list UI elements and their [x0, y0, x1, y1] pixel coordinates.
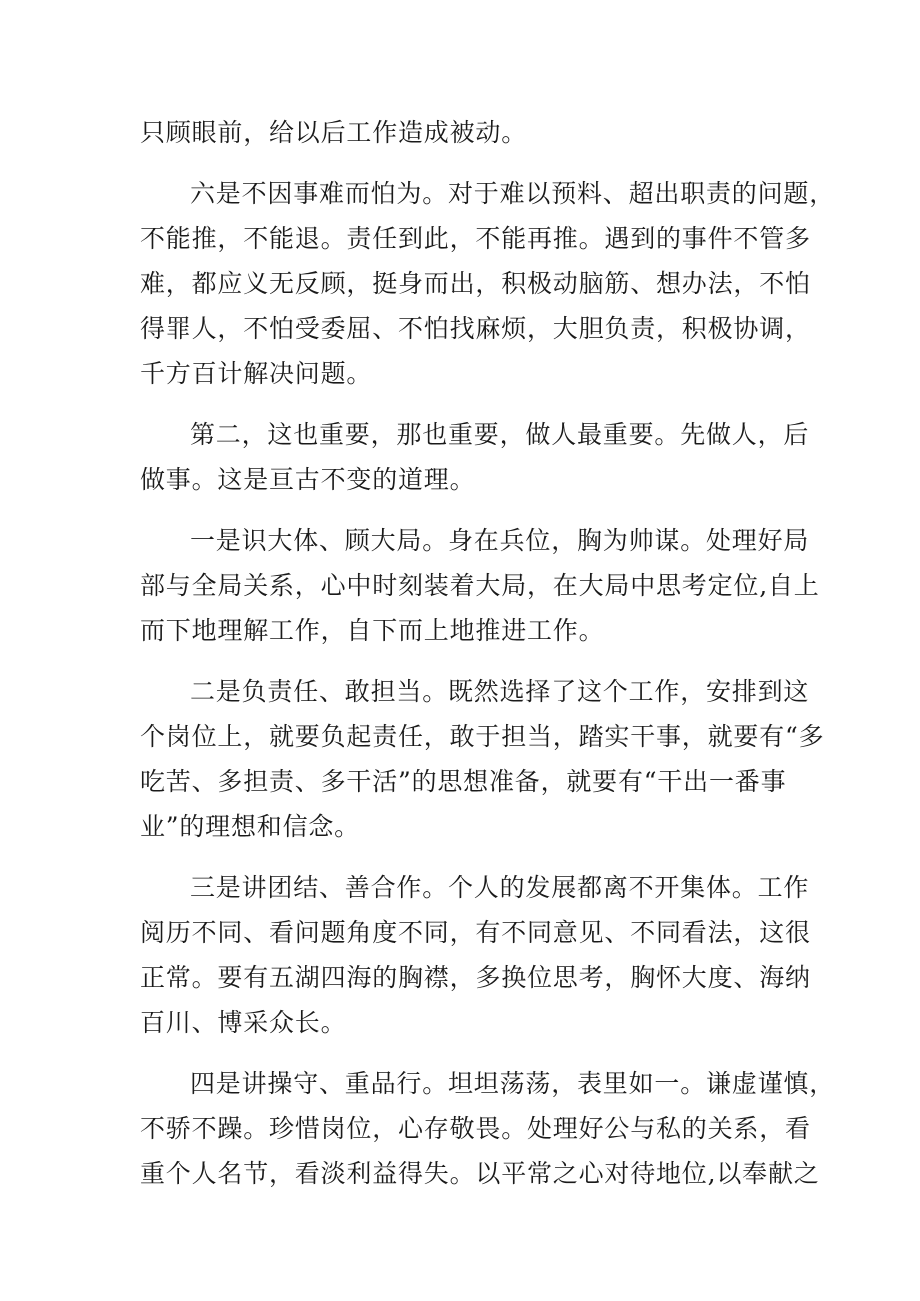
paragraph [140, 171, 836, 396]
text-line: 正常。要有五湖四海的胸襟，多换位思考，胸怀大度、海纳 [140, 963, 811, 992]
paragraph [140, 412, 810, 502]
text-line: 只顾眼前，给以后工作造成被动。 [140, 118, 528, 147]
text-line: 不能推，不能退。责任到此，不能再推。遇到的事件不管多 [140, 224, 811, 253]
text-line [140, 865, 810, 910]
text-line [140, 669, 810, 714]
paragraph [140, 518, 820, 653]
text-line: 百川、博采众长。 [140, 1008, 347, 1037]
text-line [140, 171, 836, 216]
paragraph [140, 865, 811, 1045]
text-line-content: 四是讲操守、重品行。坦坦荡荡，表里如一。谦虚谨慎， [190, 1069, 836, 1098]
text-line: 难，都应义无反顾，挺身而出，积极动脑筋、想办法，不怕 [140, 269, 811, 298]
text-line-content: 三是讲团结、善合作。个人的发展都离不开集体。工作 [190, 873, 810, 902]
text-line: 吃苦、多担责、多干活”的思想准备，就要有“干出一番事 [140, 767, 787, 796]
text-line-content: 第二，这也重要，那也重要，做人最重要。先做人，后 [190, 420, 810, 449]
text-line: 千方百计解决问题。 [140, 359, 373, 388]
paragraph [140, 669, 825, 849]
text-line: 个岗位上，就要负起责任，敢于担当，踏实干事，就要有“多 [140, 722, 825, 751]
paragraph [140, 110, 796, 155]
text-line: 重个人名节，看淡利益得失。以平常之心对待地位,以奉献之 [140, 1159, 820, 1188]
text-line [140, 412, 810, 457]
text-line: 做事。这是亘古不变的道理。 [140, 465, 476, 494]
text-line-content: 二是负责任、敢担当。既然选择了这个工作，安排到这 [190, 677, 810, 706]
text-line-content: 一是识大体、顾大局。身在兵位，胸为帅谋。处理好局 [190, 526, 810, 555]
text-line [140, 1061, 836, 1106]
text-line: 业”的理想和信念。 [140, 812, 360, 841]
text-line [140, 518, 810, 563]
text-line: 而下地理解工作，自下而上地推进工作。 [140, 616, 605, 645]
text-line: 得罪人，不怕受委屈、不怕找麻烦，大胆负责，积极协调， [140, 314, 811, 343]
text-line: 阅历不同、看问题角度不同，有不同意见、不同看法，这很 [140, 918, 811, 947]
text-line: 不骄不躁。珍惜岗位，心存敬畏。处理好公与私的关系，看 [140, 1114, 811, 1143]
text-line-content: 六是不因事难而怕为。对于难以预料、超出职责的问题， [190, 179, 836, 208]
document-body [140, 110, 836, 1212]
paragraph [140, 1061, 836, 1196]
text-line: 部与全局关系，心中时刻装着大局，在大局中思考定位,自上 [140, 571, 820, 600]
